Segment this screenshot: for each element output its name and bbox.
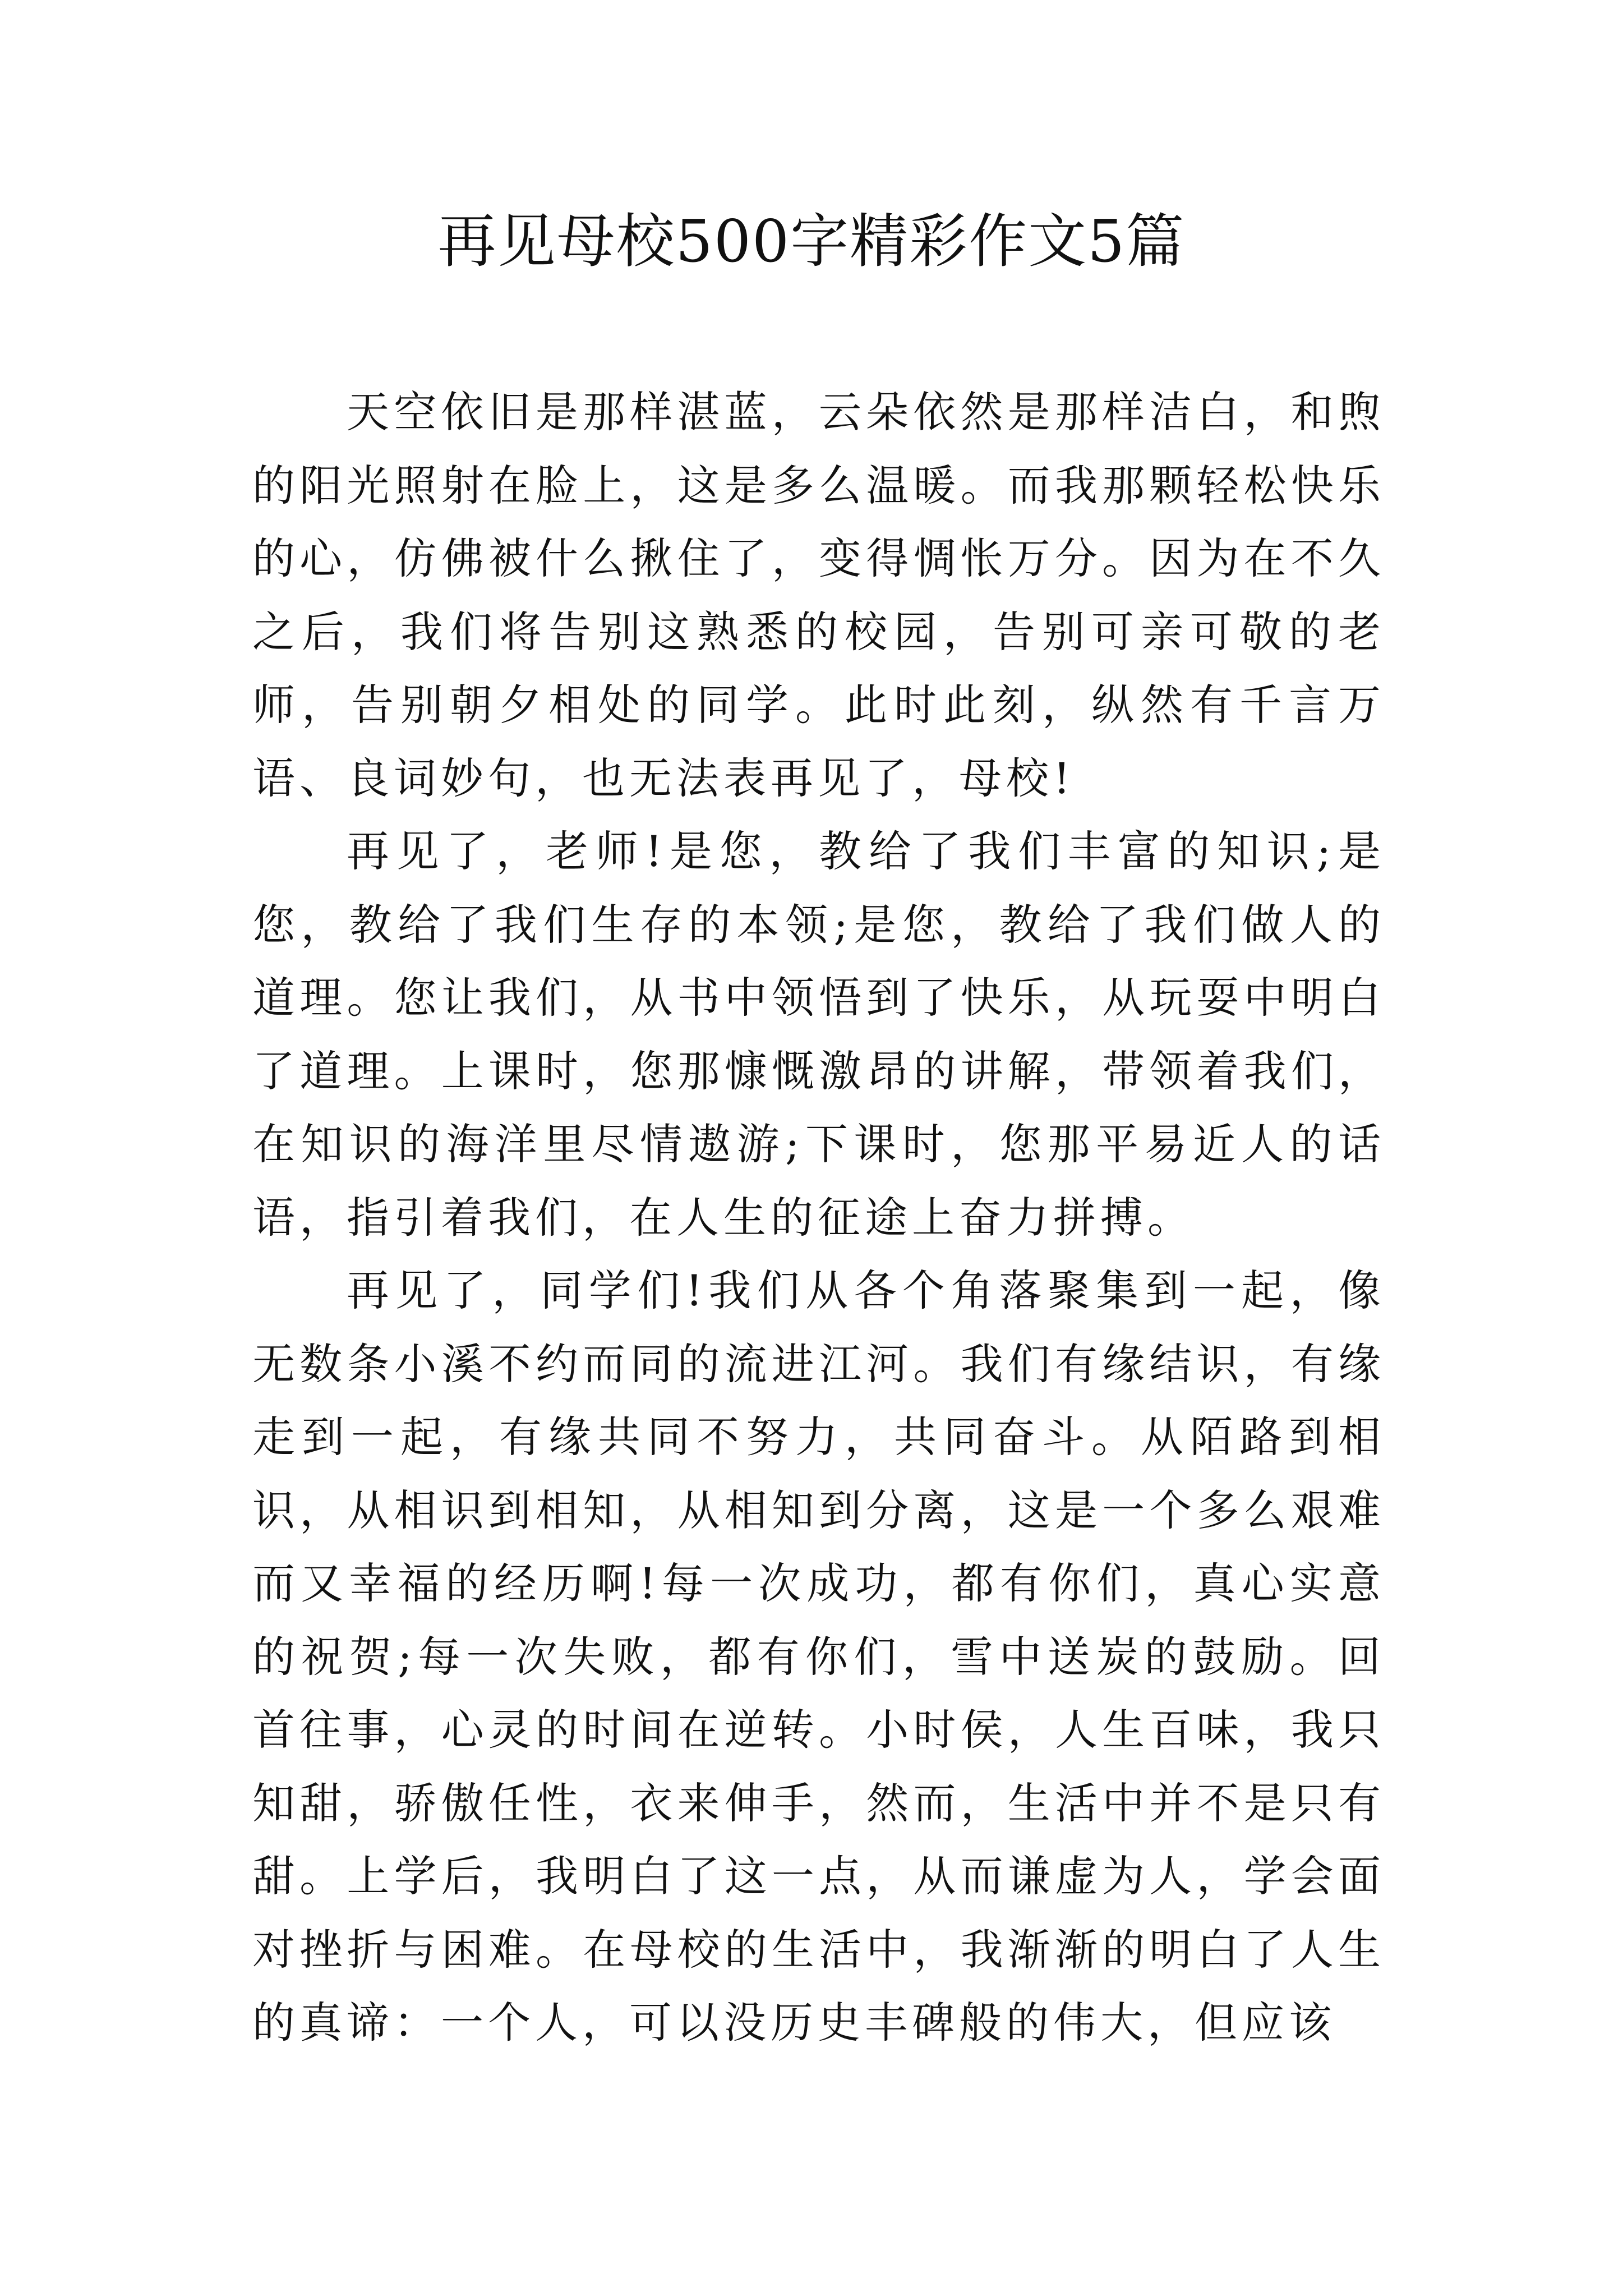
paragraph-1: 天空依旧是那样湛蓝，云朵依然是那样洁白，和煦的阳光照射在脸上，这是多么温暖。而我那颗轻松快乐的心，仿佛被什么揪住了，变得惆怅万分。因为在不久之后，我们将告别这熟悉的校园，告别可亲可敬的老师，告别朝夕相处的同学。此时此刻，纵然有千言万语、良词妙句，也无法表再见了，母校! — [252, 387, 1385, 803]
paragraph-3: 再见了，同学们!我们从各个角落聚集到一起，像无数条小溪不约而同的流进江河。我们有缘结识，有缘走到一起，有缘共同不努力，共同奋斗。从陌路到相识，从相识到相知，从相知到分离，这是一个多么艰难而又幸福的经历啊!每一次成功，都有你们，真心实意的祝贺;每一次失败，都有你们，雪中送炭的鼓励。回首往事，心灵的时间在逆转。小时侯，人生百味，我只知甜，骄傲任性，衣来伸手，然而，生活中并不是只有甜。上学后，我明白了这一点，从而谦虚为人，学会面对挫折与困难。在母校的生活中，我渐渐的明白了人生的真谛：一个人，可以没历史丰碑般的伟大，但应该 — [252, 1266, 1385, 2047]
document-body — [252, 376, 1385, 2060]
document-title: 再见母校500字精彩作文5篇 — [437, 207, 1186, 275]
paragraph-2: 再见了，老师!是您，教给了我们丰富的知识;是您，教给了我们生存的本领;是您，教给了我们做人的道理。您让我们，从书中领悟到了快乐，从玩耍中明白了道理。上课时，您那慷慨激昂的讲解，带领着我们，在知识的海洋里尽情遨游;下课时，您那平易近人的话语，指引着我们，在人生的征途上奋力拼搏。 — [252, 826, 1385, 1243]
